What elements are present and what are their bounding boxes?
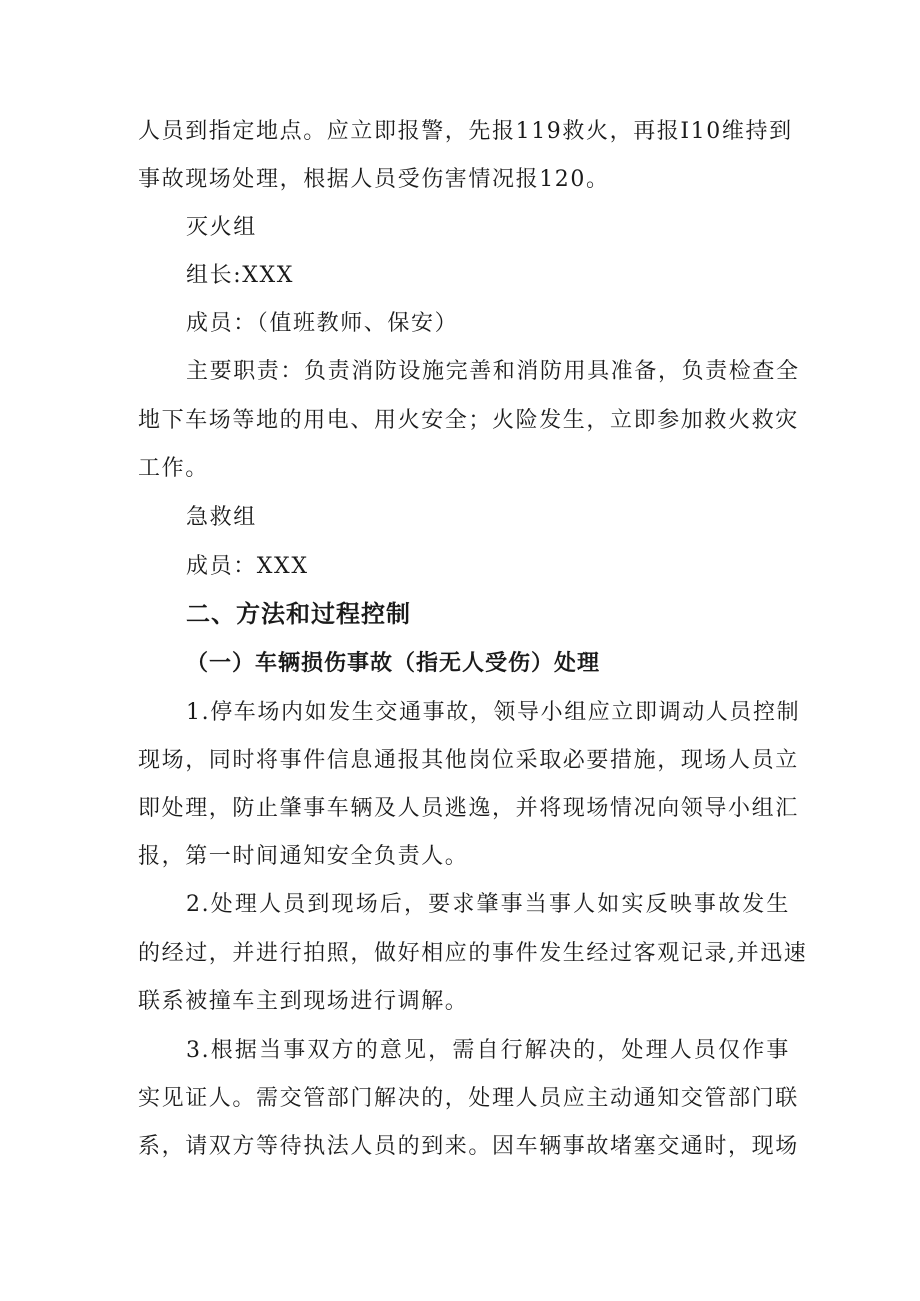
paragraph-line: 人员到指定地点。应立即报警，先报119救火，再报I10维持到 <box>138 119 793 144</box>
paragraph-line: 工作。 <box>138 456 209 481</box>
paragraph-line: 的经过，并进行拍照，做好相应的事件发生经过客观记录,并迅速 <box>138 941 808 966</box>
group-leader: 组长:XXX <box>186 263 294 288</box>
paragraph-line: 事故现场处理，根据人员受伤害情况报120。 <box>138 167 610 192</box>
paragraph-line: 联系被撞车主到现场进行调解。 <box>138 989 469 1014</box>
group-title-firefighting: 灭火组 <box>186 215 257 240</box>
paragraph-line: 报，第一时间通知安全负责人。 <box>138 844 469 869</box>
paragraph-line: 系，请双方等待执法人员的到来。因车辆事故堵塞交通时，现场 <box>138 1134 799 1159</box>
paragraph-line: 即处理，防止肇事车辆及人员逃逸，并将现场情况向领导小组汇 <box>138 796 799 821</box>
group-title-first-aid: 急救组 <box>186 505 257 530</box>
paragraph-line: 地下车场等地的用电、用火安全；火险发生，立即参加救火救灾 <box>138 408 799 433</box>
paragraph-line: 3.根据当事双方的意见，需自行解决的，处理人员仅作事 <box>186 1038 790 1063</box>
section-heading: 二、方法和过程控制 <box>186 600 411 628</box>
paragraph-line: 2.处理人员到现场后，要求肇事当事人如实反映事故发生 <box>186 892 790 917</box>
paragraph-line: 现场，同时将事件信息通报其他岗位采取必要措施，现场人员立 <box>138 748 799 773</box>
paragraph-line: 1.停车场内如发生交通事故，领导小组应立即调动人员控制 <box>186 700 801 725</box>
subsection-heading: （一）车辆损伤事故（指无人受伤）处理 <box>186 650 601 676</box>
paragraph-line: 实见证人。需交管部门解决的，处理人员应主动通知交管部门联 <box>138 1086 799 1111</box>
group-members: 成员：XXX <box>186 554 309 579</box>
paragraph-line: 主要职责：负责消防设施完善和消防用具准备，负责检查全 <box>186 359 800 384</box>
group-members: 成员：（值班教师、保安） <box>186 311 459 336</box>
